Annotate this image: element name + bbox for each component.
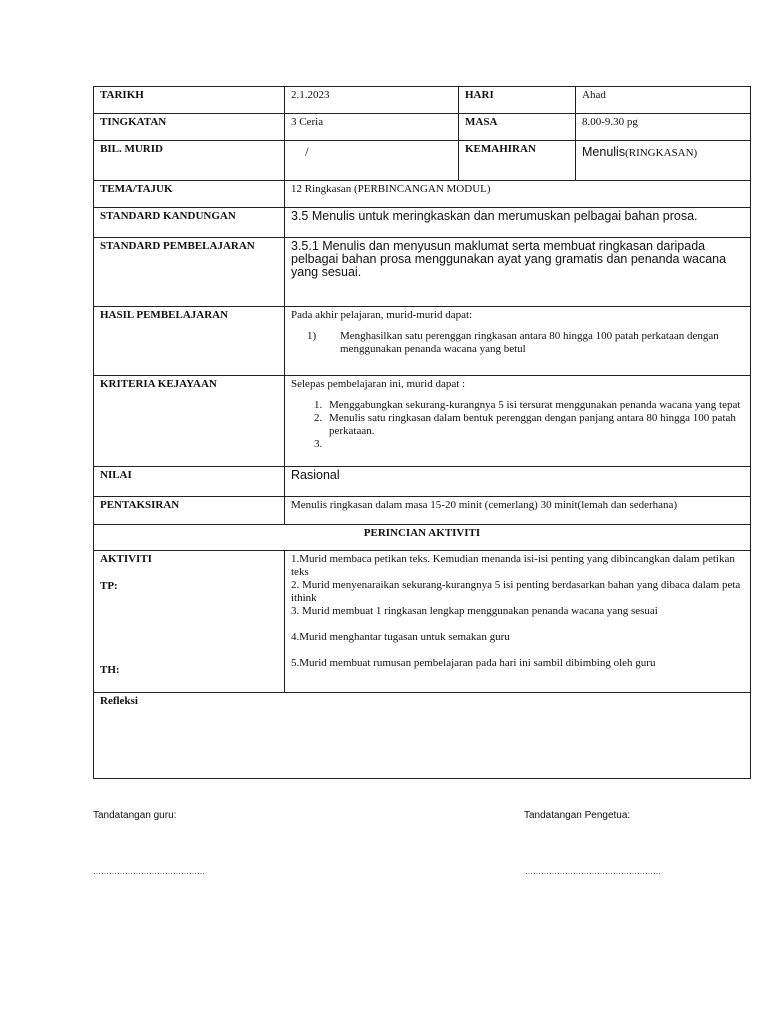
aktiviti-step-3: 3. Murid membuat 1 ringkasan lengkap menggunakan penanda wacana yang sesuai (291, 605, 658, 617)
tarikh-value: 2.1.2023 (285, 87, 459, 114)
tp-label: TP: (100, 580, 118, 592)
standard-kandungan-value: 3.5 Menulis untuk meringkaskan dan merumuskan pelbagai bahan prosa. (285, 208, 751, 238)
row-pentaksiran (94, 497, 751, 525)
kriteria-item-2: 2. Menulis satu ringkasan dalam bentuk perenggan dengan panjang antara 80 hingga 100 patah perkataan. (325, 412, 744, 438)
pengetua-signature-line: …………………………………………… (525, 867, 661, 876)
row-standard-pembelajaran (94, 238, 751, 307)
masa-label: MASA (459, 114, 576, 141)
nilai-label: NILAI (94, 467, 285, 497)
row-kriteria (94, 376, 751, 467)
masa-value: 8.00-9.30 pg (576, 114, 751, 141)
bil-murid-value: / (305, 144, 309, 159)
guru-signature-line: …………………………………… (93, 867, 205, 876)
hasil-intro: Pada akhir pelajaran, murid-murid dapat: (291, 309, 473, 321)
aktiviti-step-2: 2. Murid menyenaraikan sekurang-kurangnya 5 isi penting berdasarkan bahan yang dibaca dalam peta ithink (291, 579, 741, 604)
hari-value: Ahad (576, 87, 751, 114)
kemahiran-label: KEMAHIRAN (459, 141, 576, 181)
row-perincian (94, 525, 751, 551)
row-nilai (94, 467, 751, 497)
refleksi-label: Refleksi (94, 693, 751, 779)
bil-murid-label: BIL. MURID (94, 141, 285, 181)
row-refleksi (94, 693, 751, 779)
aktiviti-step-5: 5.Murid membuat rumusan pembelajaran pada hari ini sambil dibimbing oleh guru (291, 657, 656, 669)
row-standard-kandungan (94, 208, 751, 238)
row-tarikh (94, 87, 751, 114)
hari-label: HARI (459, 87, 576, 114)
hasil-item: 1) Menghasilkan satu perenggan ringkasan antara 80 hingga 100 patah perkataan dengan menggunakan penanda wacana yang betul (307, 330, 719, 355)
aktiviti-label: AKTIVITI (100, 553, 152, 565)
tema-label: TEMA/TAJUK (94, 181, 285, 208)
th-label: TH: (100, 664, 120, 676)
kriteria-item-1: 1. Menggabungkan sekurang-kurangnya 5 isi tersurat menggunakan penanda wacana yang tepat (325, 399, 744, 412)
kemahiran-value: Menulis (582, 145, 626, 159)
tingkatan-value: 3 Ceria (285, 114, 459, 141)
standard-pembelajaran-value: 3.5.1 Menulis dan menyusun maklumat serta membuat ringkasan daripada pelbagai bahan prosa menggunakan ayat yang gramatis dan penanda wacana yang sesuai. (285, 238, 751, 307)
kriteria-item-3 (325, 438, 744, 451)
hasil-label: HASIL PEMBELAJARAN (94, 307, 285, 376)
tarikh-label: TARIKH (94, 87, 285, 114)
pengetua-signature-label: Tandatangan Pengetua: (524, 810, 631, 821)
kriteria-intro: Selepas pembelajaran ini, murid dapat : (291, 378, 466, 390)
pentaksiran-label: PENTAKSIRAN (94, 497, 285, 525)
row-hasil (94, 307, 751, 376)
aktiviti-step-1: 1.Murid membaca petikan teks. Kemudian menanda isi-isi penting yang dibincangkan dalam petikan teks (291, 553, 735, 578)
row-tema (94, 181, 751, 208)
standard-pembelajaran-label: STANDARD PEMBELAJARAN (94, 238, 285, 307)
kemahiran-sub: (RINGKASAN) (625, 147, 698, 159)
row-aktiviti (94, 551, 751, 693)
aktiviti-step-4: 4.Murid menghantar tugasan untuk semakan guru (291, 631, 510, 643)
tema-value: 12 Ringkasan (PERBINCANGAN MODUL) (285, 181, 751, 208)
lesson-plan-table (93, 86, 751, 779)
perincian-heading: PERINCIAN AKTIVITI (94, 525, 751, 551)
row-tingkatan (94, 114, 751, 141)
guru-signature-label: Tandatangan guru: (93, 810, 177, 821)
kriteria-label: KRITERIA KEJAYAAN (94, 376, 285, 467)
tingkatan-label: TINGKATAN (94, 114, 285, 141)
standard-kandungan-label: STANDARD KANDUNGAN (94, 208, 285, 238)
row-bil-murid (94, 141, 751, 181)
nilai-value: Rasional (285, 467, 751, 497)
pentaksiran-value: Menulis ringkasan dalam masa 15-20 minit (cemerlang) 30 minit(lemah dan sederhana) (285, 497, 751, 525)
